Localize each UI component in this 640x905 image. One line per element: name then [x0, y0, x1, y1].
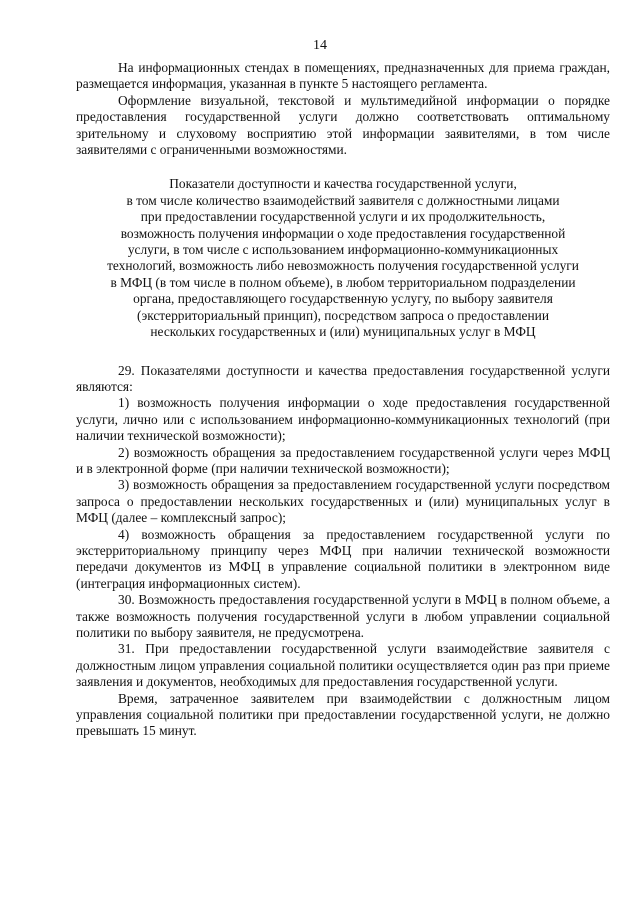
heading-line: нескольких государственных и (или) муниципальных услуг в МФЦ	[150, 324, 536, 340]
paragraph-30: 30. Возможность предоставления государственной услуги в МФЦ в полном объеме, а также возможность получения государственной услуги в любом управлении социальной политики по выбору заявителя, не предусмотрена.	[76, 592, 610, 640]
heading-line: возможность получения информации о ходе предоставления государственной	[120, 225, 566, 241]
paragraph-design: Оформление визуальной, текстовой и мультимедийной информации о порядке предоставления государственной услуги должно соответствовать оптимальному зрительному и слуховому восприятию этой информации заявителями, в том числе заявителями с ограниченными возможностями.	[76, 92, 610, 158]
heading-line: в том числе количество взаимодействий заявителя с должностными лицами	[126, 192, 560, 208]
paragraph-time: Время, затраченное заявителем при взаимодействии с должностным лицом управления социальной политики при предоставлении государственной услуги, не должно превышать 15 минут.	[76, 690, 610, 739]
heading-line: при предоставлении государственной услуги и их продолжительность,	[140, 209, 546, 225]
paragraph-29: 29. Показателями доступности и качества предоставления государственной услуги являются:	[76, 362, 610, 394]
heading-line: органа, предоставляющего государственную услугу, по выбору заявителя	[133, 291, 553, 307]
heading-line: (экстерриториальный принцип), посредством запроса о предоставлении	[136, 307, 549, 323]
list-item-3: 3) возможность обращения за предоставлением государственной услуги посредством запроса о предоставлении нескольких государственных и (или) муниципальных услуг в МФЦ (далее – комплексный запрос);	[76, 477, 610, 526]
page-number: 14	[313, 38, 327, 53]
list-item-2: 2) возможность обращения за предоставлением государственной услуги через МФЦ и в электронной форме (при наличии технической возможности);	[76, 444, 610, 476]
heading-line: в МФЦ (в том числе в полном объеме), в любом территориальном подразделении	[110, 274, 576, 290]
heading-line: технологий, возможность либо невозможность получения государственной услуги	[107, 258, 579, 274]
page-body	[76, 60, 610, 740]
list-item-4: 4) возможность обращения за предоставлением государственной услуги по экстерриториальному принципу через МФЦ при наличии технической возможности передачи документов из МФЦ в управление социальной политики в электронном виде (интеграция информационных систем).	[76, 526, 610, 591]
section-heading	[76, 176, 610, 340]
paragraph-31: 31. При предоставлении государственной услуги взаимодействие заявителя с должностным лицом управления социальной политики осуществляется один раз при приеме заявления и документов, необходимых для предоставления государственной услуги.	[76, 641, 610, 690]
paragraph-stands: На информационных стендах в помещениях, предназначенных для приема граждан, размещается информация, указанная в пункте 5 настоящего регламента.	[76, 60, 610, 92]
list-item-1: 1) возможность получения информации о ходе предоставления государственной услуги, лично или с использованием информационно-коммуникационных технологий (при наличии технической возможности);	[76, 395, 610, 444]
heading-line: услуги, в том числе с использованием информационно-коммуникационных	[127, 242, 559, 258]
heading-line: Показатели доступности и качества государственной услуги,	[169, 176, 517, 192]
